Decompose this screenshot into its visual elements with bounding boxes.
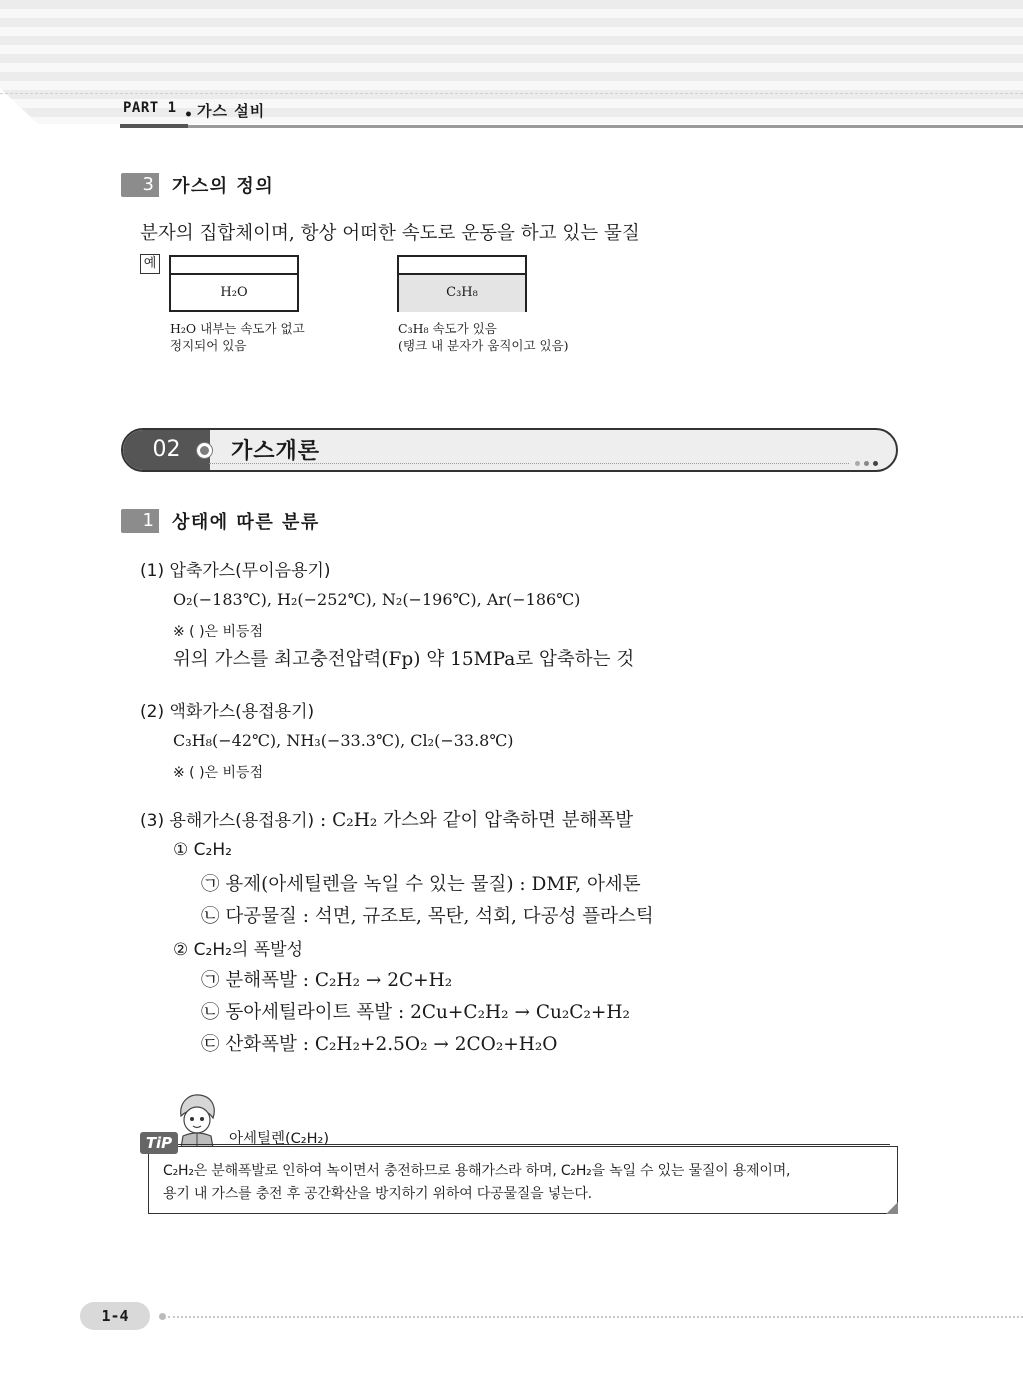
- header-part-label: PART 1: [123, 100, 177, 116]
- tank-caption-2: (탱크 내 분자가 움직이고 있음): [398, 338, 569, 353]
- tank-lid: [171, 257, 297, 275]
- tank-caption-1: C₃H₈ 속도가 있음: [398, 321, 497, 336]
- chapter-dot: [864, 461, 869, 466]
- header-rule: [188, 125, 1023, 128]
- c3h8-tank: [397, 255, 527, 312]
- sub-item: ㉢ 산화폭발 : C₂H₂+2.5O₂ → 2CO₂+H₂O: [201, 1034, 558, 1055]
- tank-label: C₃H₈: [399, 275, 525, 312]
- description-text: 위의 가스를 최고충전압력(Fp) 약 15MPa로 압축하는 것: [173, 649, 635, 670]
- sub-heading: ① C₂H₂: [173, 840, 232, 860]
- chapter-title: 가스개론: [231, 439, 321, 464]
- sub-item: ㉡ 다공물질 : 석면, 규조토, 목탄, 석회, 다공성 플라스틱: [201, 906, 654, 927]
- sub-item: ㉠ 용제(아세틸렌을 녹일 수 있는 물질) : DMF, 아세톤: [201, 874, 641, 895]
- footnote: ※ ( )은 비등점: [173, 624, 264, 640]
- sub-heading: ② C₂H₂의 폭발성: [173, 940, 304, 960]
- page-number: 1-4: [101, 1307, 129, 1325]
- tip-badge: TiP: [140, 1132, 178, 1154]
- tank-lid: [399, 257, 525, 275]
- tip-title: 아세틸렌(C₂H₂): [229, 1131, 329, 1147]
- formula-line: C₃H₈(−42℃), NH₃(−33.3℃), Cl₂(−33.8℃): [173, 731, 514, 750]
- item-heading-desc: : C₂H₂ 가스와 같이 압축하면 분해폭발: [314, 810, 634, 831]
- item-heading-row: [140, 806, 633, 832]
- formula-line: O₂(−183℃), H₂(−252℃), N₂(−196℃), Ar(−186℃): [173, 590, 581, 609]
- footer-dot: [159, 1313, 166, 1320]
- section-title: 가스의 정의: [172, 176, 275, 197]
- tip-text-line: 용기 내 가스를 충전 후 공간확산을 방지하기 위하여 다공물질을 넣는다.: [163, 1186, 592, 1202]
- h2o-tank: [169, 255, 299, 312]
- tip-character-icon: [173, 1092, 221, 1148]
- header-dashed-rule: [0, 93, 1023, 94]
- section-title: 상태에 따른 분류: [172, 512, 320, 533]
- chapter-dot: [855, 461, 860, 466]
- sub-item: ㉡ 동아세틸라이트 폭발 : 2Cu+C₂H₂ → Cu₂C₂+H₂: [201, 1002, 630, 1023]
- chapter-circle-icon: [197, 443, 212, 458]
- header-rule-accent: [120, 124, 188, 128]
- sub-item: ㉠ 분해폭발 : C₂H₂ → 2C+H₂: [201, 970, 453, 991]
- section-number-badge: 1: [121, 509, 159, 533]
- header-chapter-title: 가스 설비: [197, 102, 266, 120]
- header-separator: •: [184, 107, 193, 123]
- footer-dotted-rule: [168, 1316, 1023, 1318]
- footnote: ※ ( )은 비등점: [173, 765, 264, 781]
- example-mark: 예: [140, 254, 160, 274]
- chapter-dot: [873, 461, 878, 466]
- item-heading: (2) 액화가스(용접용기): [140, 702, 315, 722]
- item-heading: (1) 압축가스(무이음용기): [140, 561, 331, 581]
- section-number-badge: 3: [121, 173, 159, 197]
- tip-text-line: C₂H₂은 분해폭발로 인하여 녹이면서 충전하므로 용해가스라 하며, C₂H₂을 녹일 수 있는 물질이 용제이며,: [163, 1163, 791, 1179]
- definition-text: 분자의 집합체이며, 항상 어떠한 속도로 운동을 하고 있는 물질: [140, 223, 640, 244]
- chapter-number: 02: [152, 437, 181, 462]
- item-heading: (3) 용해가스(용접용기): [140, 811, 315, 831]
- tip-box: [148, 1146, 898, 1214]
- tank-label: H₂O: [220, 285, 248, 300]
- tank-caption-2: 정지되어 있음: [170, 338, 247, 353]
- tank-caption-1: H₂O 내부는 속도가 없고: [170, 321, 305, 336]
